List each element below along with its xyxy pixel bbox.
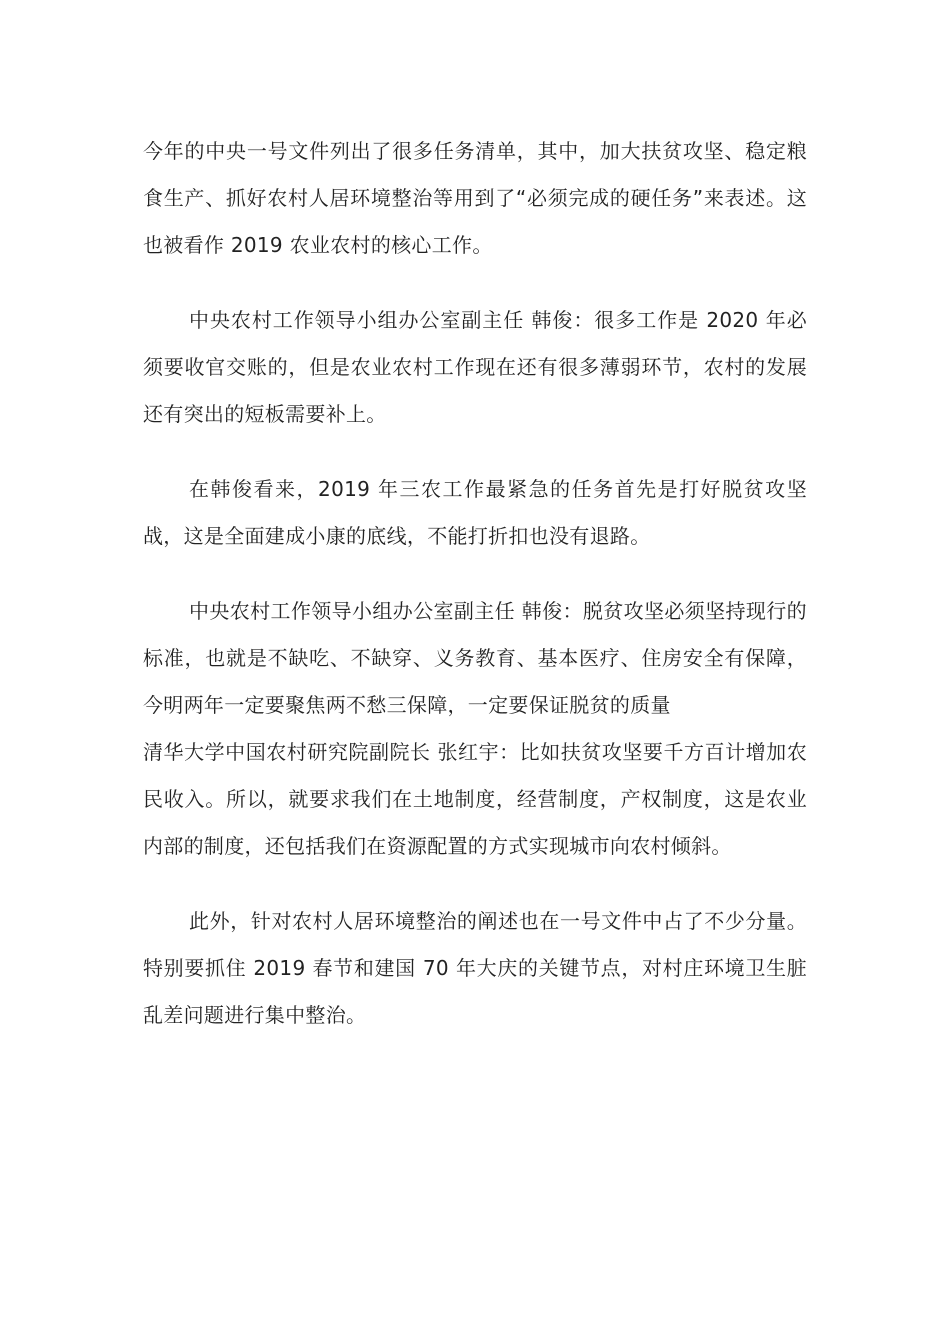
paragraph-6: 此外，针对农村人居环境整治的阐述也在一号文件中占了不少分量。特别要抓住 2019 春节和建国 70 年大庆的关键节点，对村庄环境卫生脏乱差问题进行集中整治。 xyxy=(143,909,807,1027)
paragraph-2: 中央农村工作领导小组办公室副主任 韩俊：很多工作是 2020 年必须要收官交账的，但是农业农村工作现在还有很多薄弱环节，农村的发展还有突出的短板需要补上。 xyxy=(143,308,807,426)
paragraph-4: 中央农村工作领导小组办公室副主任 韩俊：脱贫攻坚必须坚持现行的标准，也就是不缺吃、不缺穿、义务教育、基本医疗、住房安全有保障，今明两年一定要聚焦两不愁三保障，一定要保证脱贫的质量 xyxy=(143,599,807,717)
paragraph-3: 在韩俊看来，2019 年三农工作最紧急的任务首先是打好脱贫攻坚战，这是全面建成小康的底线，不能打折扣也没有退路。 xyxy=(143,477,807,548)
paragraph-5: 清华大学中国农村研究院副院长 张红宇：比如扶贫攻坚要千方百计增加农民收入。所以，就要求我们在土地制度，经营制度，产权制度，这是农业内部的制度，还包括我们在资源配置的方式实现城市向农村倾斜。 xyxy=(143,740,807,858)
article-body xyxy=(143,128,807,1067)
paragraph-1: 今年的中央一号文件列出了很多任务清单，其中，加大扶贫攻坚、稳定粮食生产、抓好农村人居环境整治等用到了“必须完成的硬任务”来表述。这也被看作 2019 农业农村的核心工作。 xyxy=(143,139,807,257)
